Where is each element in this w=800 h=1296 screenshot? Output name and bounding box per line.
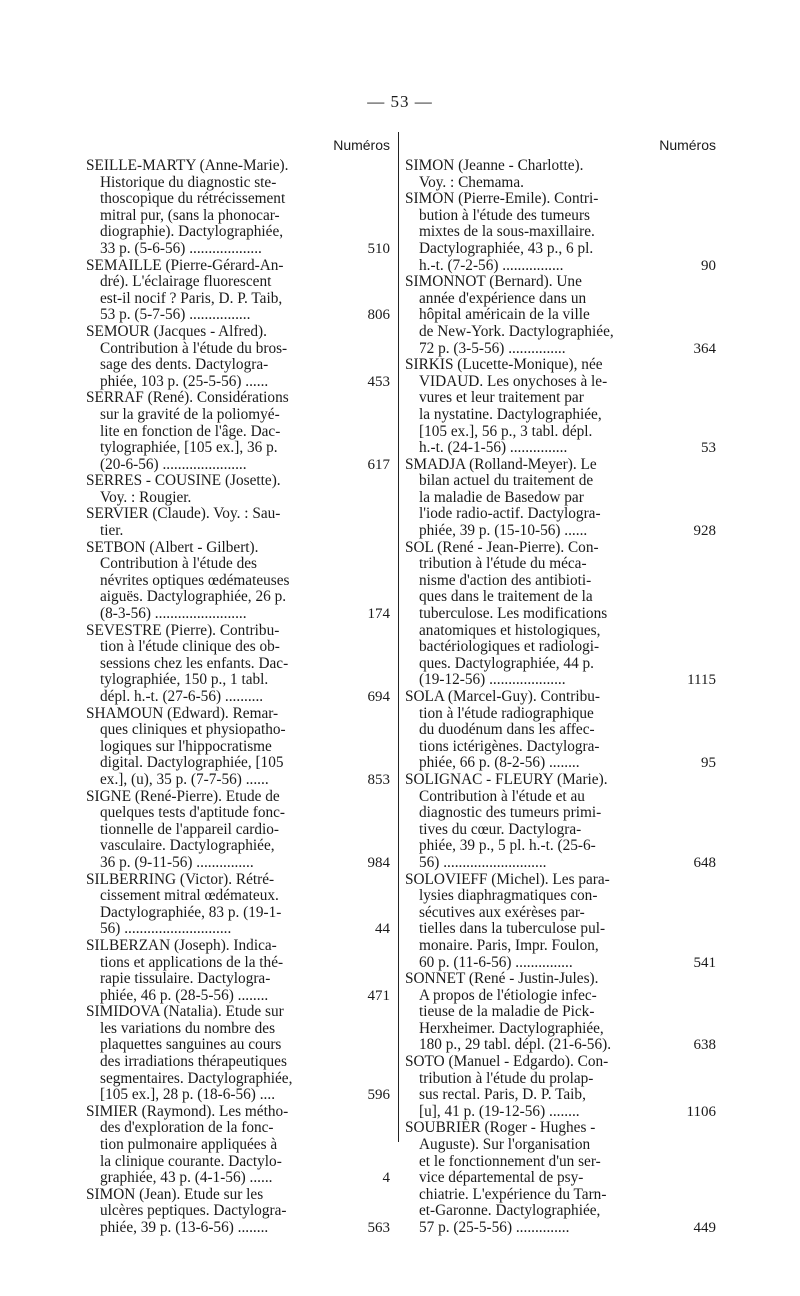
entry-number: 44	[375, 921, 390, 938]
entry-line: les variations du nombre des	[100, 1019, 276, 1037]
entry-line: Voy. : Rougier.	[100, 488, 192, 506]
entry-text	[86, 1104, 342, 1187]
entry-line: 180 p., 29 tabl. dépl. (21-6-56).	[419, 1036, 612, 1054]
entry-number: 95	[701, 755, 716, 772]
entry-line: SIMONNOT (Bernard). Une	[405, 273, 582, 291]
entry-line: vasculaire. Dactylographiée,	[100, 837, 275, 855]
entry-line: tylographiée, 150 p., 1 tabl.	[100, 671, 269, 689]
entry-line: vice départemental de psy-	[419, 1169, 584, 1187]
entry-line: phiée, 39 p., 5 pl. h.-t. (25-6-	[419, 837, 596, 855]
entry-line: tion pulmonaire appliquées à	[100, 1136, 278, 1154]
entry-text	[405, 457, 668, 540]
entry-text	[405, 1120, 668, 1236]
entry-line: lite en fonction de l'âge. Dac-	[100, 422, 281, 440]
entry-line: digital. Dactylographiée, [105	[100, 754, 284, 772]
entry-line: SIMIDOVA (Natalia). Etude sur	[86, 1003, 284, 1021]
entry-line: bilan actuel du traitement de	[419, 472, 594, 490]
catalog-entry	[86, 158, 390, 258]
catalog-entry	[86, 1187, 390, 1237]
entry-line: [105 ex.], 28 p. (18-6-56) ....	[100, 1086, 276, 1104]
entry-line: SIMON (Jean). Etude sur les	[86, 1185, 264, 1203]
entry-line: monaire. Paris, Impr. Foulon,	[419, 936, 599, 954]
entry-line: SEMAILLE (Pierre-Gérard-An-	[86, 256, 284, 274]
entry-line: vures et leur traitement par	[419, 389, 584, 407]
entry-line: ques cliniques et physiopatho-	[100, 721, 286, 739]
entry-line: tions et applications de la thé-	[100, 953, 284, 971]
right-column	[405, 134, 716, 1237]
entry-line: plaquettes sanguines au cours	[100, 1036, 282, 1054]
entry-number: 928	[693, 523, 716, 540]
entry-line: sessions chez les enfants. Dac-	[100, 654, 289, 672]
entry-line: Herxheimer. Dactylographiée,	[419, 1019, 604, 1037]
catalog-entry	[405, 457, 716, 540]
entry-text	[86, 506, 342, 539]
page-number: — 53 —	[367, 92, 433, 111]
entry-number: 853	[367, 771, 390, 788]
entry-line: ulcères peptiques. Dactylogra-	[100, 1202, 287, 1220]
entry-number: 90	[701, 257, 716, 274]
entry-line: Dactylographiée, 83 p. (19-1-	[100, 903, 282, 921]
entry-text	[86, 623, 342, 706]
entry-line: h.-t. (24-1-56) ...............	[419, 439, 568, 457]
entry-text	[86, 872, 342, 938]
entry-line: des d'exploration de la fonc-	[100, 1119, 274, 1137]
entry-number: 364	[693, 340, 716, 357]
entry-line: sage des dents. Dactylogra-	[100, 356, 269, 374]
entry-line: Contribution à l'étude des	[100, 555, 257, 573]
entry-line: 36 p. (9-11-56) ...............	[100, 853, 254, 871]
entry-line: dépl. h.-t. (27-6-56) ..........	[100, 688, 264, 705]
entry-line: SIGNE (René-Pierre). Etude de	[86, 787, 280, 805]
entry-line: (8-3-56) ........................	[100, 605, 247, 623]
entry-text	[86, 473, 342, 506]
entry-line: 53 p. (5-7-56) ................	[100, 306, 251, 324]
entry-line: SIMON (Jeanne - Charlotte).	[405, 157, 584, 174]
entry-line: dré). L'éclairage fluorescent	[100, 273, 272, 291]
entry-number: 806	[367, 307, 390, 324]
entry-line: SIMIER (Raymond). Les métho-	[86, 1102, 289, 1120]
entry-line: cissement mitral œdémateux.	[100, 887, 279, 905]
entry-line: (19-12-56) ....................	[419, 671, 566, 689]
entry-line: tieuse de la maladie de Pick-	[419, 1003, 595, 1021]
entry-line: et le fonctionnement d'un ser-	[419, 1152, 601, 1170]
entry-line: lysies diaphragmatiques con-	[419, 887, 598, 905]
entry-line: SOLA (Marcel-Guy). Contribu-	[405, 688, 600, 705]
entry-line: sécutives aux exérèses par-	[419, 903, 585, 921]
entry-line: diagnostic des tumeurs primi-	[419, 804, 602, 822]
entry-line: quelques tests d'aptitude fonc-	[100, 804, 285, 822]
catalog-entry	[86, 789, 390, 872]
entry-text	[405, 191, 668, 274]
entry-number: 53	[701, 440, 716, 457]
entry-number: 638	[693, 1037, 716, 1054]
entry-line: et-Garonne. Dactylographiée,	[419, 1202, 601, 1220]
catalog-entry	[86, 1104, 390, 1187]
entry-number: 563	[367, 1220, 390, 1236]
entry-number: 596	[367, 1087, 390, 1104]
entry-text	[86, 1004, 342, 1104]
entry-line: tuberculose. Les modifications	[419, 605, 608, 623]
entry-line: névrites optiques œdémateuses	[100, 571, 290, 589]
entry-text	[405, 872, 668, 972]
entry-number: 1115	[687, 672, 716, 689]
entry-number: 4	[382, 1170, 390, 1187]
left-column	[86, 134, 390, 1237]
entry-line: Dactylographiée, 43 p., 6 pl.	[419, 239, 594, 257]
entry-text	[405, 540, 668, 689]
entry-number: 694	[367, 689, 390, 705]
catalog-entry	[86, 1004, 390, 1104]
catalog-entry	[86, 258, 390, 324]
entry-line: tribution à l'étude du méca-	[419, 555, 587, 573]
entry-text	[86, 789, 342, 872]
entry-line: la maladie de Basedow par	[419, 488, 584, 506]
entry-text	[86, 706, 342, 789]
entry-line: du duodénum dans les affec-	[419, 721, 595, 739]
entry-line: mitral pur, (sans la phonocar-	[100, 206, 280, 224]
entry-line: phiée, 46 p. (28-5-56) ........	[100, 986, 269, 1004]
entry-line: nisme d'action des antibioti-	[419, 571, 592, 589]
catalog-entry	[86, 324, 390, 390]
entry-line: tionnelle de l'appareil cardio-	[100, 820, 280, 838]
entry-line: rapie tissulaire. Dactylogra-	[100, 970, 271, 988]
entry-line: la nystatine. Dactylographiée,	[419, 405, 602, 423]
catalog-entry	[86, 540, 390, 623]
entry-line: SOLIGNAC - FLEURY (Marie).	[405, 770, 608, 788]
right-column-heading: Numéros	[659, 137, 716, 153]
entry-line: 33 p. (5-6-56) ...................	[100, 239, 262, 257]
entry-number: 471	[367, 987, 390, 1004]
right-entries	[405, 158, 716, 1237]
entry-text	[405, 357, 668, 457]
entry-line: phiée, 103 p. (25-5-56) ......	[100, 372, 269, 390]
entry-line: tives du cœur. Dactylogra-	[419, 820, 582, 838]
entry-line: Auguste). Sur l'organisation	[419, 1136, 591, 1154]
entry-line: SOTO (Manuel - Edgardo). Con-	[405, 1053, 609, 1071]
entry-line: tielles dans la tuberculose pul-	[419, 920, 606, 938]
entry-line: 56) ............................	[100, 920, 232, 938]
catalog-entry	[86, 623, 390, 706]
entry-text	[405, 971, 668, 1054]
entry-text	[86, 158, 342, 258]
entry-line: sur la gravité de la poliomyé-	[100, 405, 280, 423]
entry-line: SOUBRIER (Roger - Hughes -	[405, 1119, 596, 1137]
entry-line: aiguës. Dactylographiée, 26 p.	[100, 588, 287, 606]
entry-number: 510	[367, 240, 390, 257]
entry-line: SERRES - COUSINE (Josette).	[86, 472, 281, 490]
catalog-entry	[405, 357, 716, 457]
entry-line: SEVESTRE (Pierre). Contribu-	[86, 621, 280, 639]
entry-line: année d'expérience dans un	[419, 289, 587, 307]
entry-line: chiatrie. L'expérience du Tarn-	[419, 1185, 607, 1203]
entry-line: des irradiations thérapeutiques	[100, 1053, 287, 1071]
entry-line: l'iode radio-actif. Dactylogra-	[419, 505, 601, 523]
entry-line: de New-York. Dactylographiée,	[419, 322, 614, 340]
entry-line: SOL (René - Jean-Pierre). Con-	[405, 538, 599, 556]
entry-line: SHAMOUN (Edward). Remar-	[86, 704, 279, 722]
entry-line: tribution à l'étude du prolap-	[419, 1069, 594, 1087]
entry-line: sus rectal. Paris, D. P. Taib,	[419, 1086, 586, 1104]
entry-text	[86, 324, 342, 390]
entry-line: [u], 41 p. (19-12-56) ........	[419, 1102, 580, 1120]
entry-line: SIMON (Pierre-Emile). Contri-	[405, 190, 599, 208]
catalog-entry	[405, 158, 716, 191]
entry-text	[405, 772, 668, 872]
entry-line: Contribution à l'étude et au	[419, 787, 585, 805]
entry-number: 648	[693, 854, 716, 871]
catalog-entry	[86, 872, 390, 938]
entry-text	[86, 938, 342, 1004]
entry-line: 57 p. (25-5-56) ..............	[419, 1219, 570, 1236]
catalog-entry	[86, 473, 390, 506]
column-divider	[398, 132, 399, 1142]
entry-line: SIRKIS (Lucette-Monique), née	[405, 356, 603, 374]
entry-line: ex.], (u), 35 p. (7-7-56) ......	[100, 770, 269, 788]
entry-line: SILBERRING (Victor). Rétré-	[86, 870, 275, 888]
entry-line: Historique du diagnostic ste-	[100, 173, 277, 191]
entry-line: SONNET (René - Justin-Jules).	[405, 970, 599, 988]
catalog-entry	[405, 1054, 716, 1120]
entry-text	[405, 689, 668, 772]
entry-line: ques. Dactylographiée, 44 p.	[419, 654, 595, 672]
entry-line: [105 ex.], 56 p., 3 tabl. dépl.	[419, 422, 593, 440]
entry-line: est-il nocif ? Paris, D. P. Taib,	[100, 289, 283, 307]
entry-number: 984	[367, 854, 390, 871]
entry-line: SILBERZAN (Joseph). Indica-	[86, 936, 277, 954]
entry-line: graphiée, 43 p. (4-1-56) ......	[100, 1169, 273, 1187]
catalog-entry	[86, 706, 390, 789]
entry-line: SERVIER (Claude). Voy. : Sau-	[86, 505, 281, 523]
entry-line: SEILLE-MARTY (Anne-Marie).	[86, 157, 289, 174]
left-entries	[86, 158, 390, 1237]
entry-line: phiée, 39 p. (13-6-56) ........	[100, 1219, 269, 1236]
catalog-entry	[405, 540, 716, 689]
catalog-entry	[86, 390, 390, 473]
entry-number: 1106	[686, 1103, 716, 1120]
entry-line: mixtes de la sous-maxillaire.	[419, 223, 595, 241]
entry-line: SEMOUR (Jacques - Alfred).	[86, 322, 267, 340]
entry-text	[405, 158, 668, 191]
entry-line: hôpital américain de la ville	[419, 306, 590, 324]
entry-number: 174	[367, 606, 390, 623]
entry-line: ques dans le traitement de la	[419, 588, 593, 606]
entry-line: bution à l'étude des tumeurs	[419, 206, 590, 224]
entry-line: tylographiée, [105 ex.], 36 p.	[100, 439, 278, 457]
entry-text	[405, 274, 668, 357]
entry-text	[86, 1187, 342, 1237]
catalog-entry	[405, 1120, 716, 1236]
entry-line: VIDAUD. Les onychoses à le-	[419, 372, 608, 390]
entry-line: tier.	[100, 522, 124, 540]
catalog-entry	[405, 274, 716, 357]
entry-line: h.-t. (7-2-56) ................	[419, 256, 564, 274]
entry-line: A propos de l'étiologie infec-	[419, 986, 597, 1004]
entry-line: 56) ...........................	[419, 853, 547, 871]
catalog-entry	[86, 938, 390, 1004]
entry-line: SOLOVIEFF (Michel). Les para-	[405, 870, 610, 888]
entry-line: Contribution à l'étude du bros-	[100, 339, 288, 357]
entry-text	[86, 258, 342, 324]
entry-text	[405, 1054, 668, 1120]
catalog-entry	[405, 689, 716, 772]
entry-line: thoscopique du rétrécissement	[100, 190, 286, 208]
entry-line: phiée, 39 p. (15-10-56) ......	[419, 522, 588, 540]
entry-line: anatomiques et histologiques,	[419, 621, 601, 639]
entry-line: tions ictérigènes. Dactylogra-	[419, 737, 600, 755]
entry-line: 60 p. (11-6-56) ...............	[419, 953, 573, 971]
entry-line: (20-6-56) ......................	[100, 455, 247, 473]
left-column-heading: Numéros	[333, 137, 390, 153]
entry-line: tion à l'étude clinique des ob-	[100, 638, 280, 656]
entry-line: phiée, 66 p. (8-2-56) ........	[419, 754, 580, 772]
entry-number: 449	[693, 1220, 716, 1236]
entry-line: SETBON (Albert - Gilbert).	[86, 538, 259, 556]
entry-text	[86, 390, 342, 473]
entry-line: tion à l'étude radiographique	[419, 704, 594, 722]
entry-line: SMADJA (Rolland-Meyer). Le	[405, 455, 597, 473]
entry-line: la clinique courante. Dactylo-	[100, 1152, 282, 1170]
entry-number: 541	[693, 954, 716, 971]
catalog-entry	[405, 772, 716, 872]
entry-number: 617	[367, 456, 390, 473]
catalog-entry	[405, 872, 716, 972]
entry-text	[86, 540, 342, 623]
catalog-entry	[405, 971, 716, 1054]
catalog-entry	[86, 506, 390, 539]
entry-line: 72 p. (3-5-56) ...............	[419, 339, 566, 357]
entry-line: bactériologiques et radiologi-	[419, 638, 600, 656]
entry-line: diographie). Dactylographiée,	[100, 223, 284, 241]
entry-line: logiques sur l'hippocratisme	[100, 737, 272, 755]
catalog-entry	[405, 191, 716, 274]
entry-number: 453	[367, 373, 390, 390]
entry-line: segmentaires. Dactylographiée,	[100, 1069, 293, 1087]
entry-line: Voy. : Chemama.	[419, 173, 524, 191]
entry-line: SERRAF (René). Considérations	[86, 389, 289, 407]
